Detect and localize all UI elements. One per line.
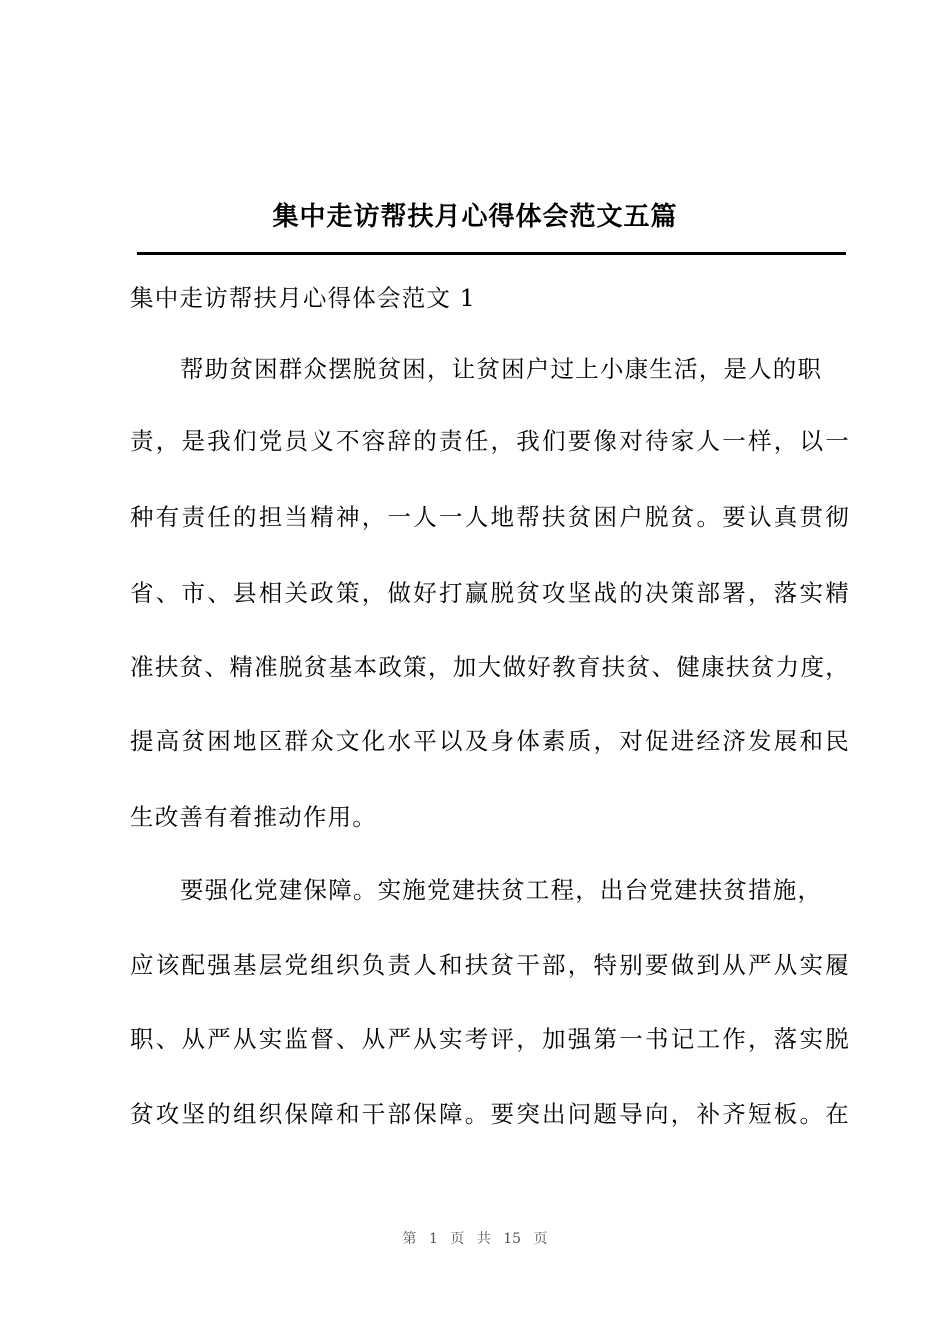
paragraph-line: 提高贫困地区群众文化水平以及身体素质，对促进经济发展和民: [130, 727, 850, 755]
paragraph-line: 准扶贫、精准脱贫基本政策，加大做好教育扶贫、健康扶贫力度，: [130, 653, 850, 681]
paragraph-line: 生改善有着推动作用。: [130, 803, 377, 831]
document-title: 集中走访帮扶月心得体会范文五篇: [272, 202, 678, 232]
paragraph-line: 责，是我们党员义不容辞的责任，我们要像对待家人一样，以一: [130, 427, 850, 455]
paragraph-line: 贫攻坚的组织保障和干部保障。要突出问题导向，补齐短板。在: [130, 1100, 850, 1128]
page-number-footer: 第 1 页 共 15 页: [402, 1231, 548, 1247]
paragraph-line: 职、从严从实监督、从严从实考评，加强第一书记工作，落实脱: [130, 1025, 850, 1053]
title-divider: [137, 252, 846, 255]
section-heading: 集中走访帮扶月心得体会范文 1: [130, 284, 476, 312]
paragraph-line: 要强化党建保障。实施党建扶贫工程，出台党建扶贫措施，: [180, 876, 823, 904]
paragraph-line: 种有责任的担当精神，一人一人地帮扶贫困户脱贫。要认真贯彻: [130, 503, 850, 531]
paragraph-line: 省、市、县相关政策，做好打赢脱贫攻坚战的决策部署，落实精: [130, 579, 850, 607]
paragraph-line: 帮助贫困群众摆脱贫困，让贫困户过上小康生活，是人的职: [180, 355, 823, 383]
paragraph-line: 应该配强基层党组织负责人和扶贫干部，特别要做到从严从实履: [130, 951, 850, 979]
